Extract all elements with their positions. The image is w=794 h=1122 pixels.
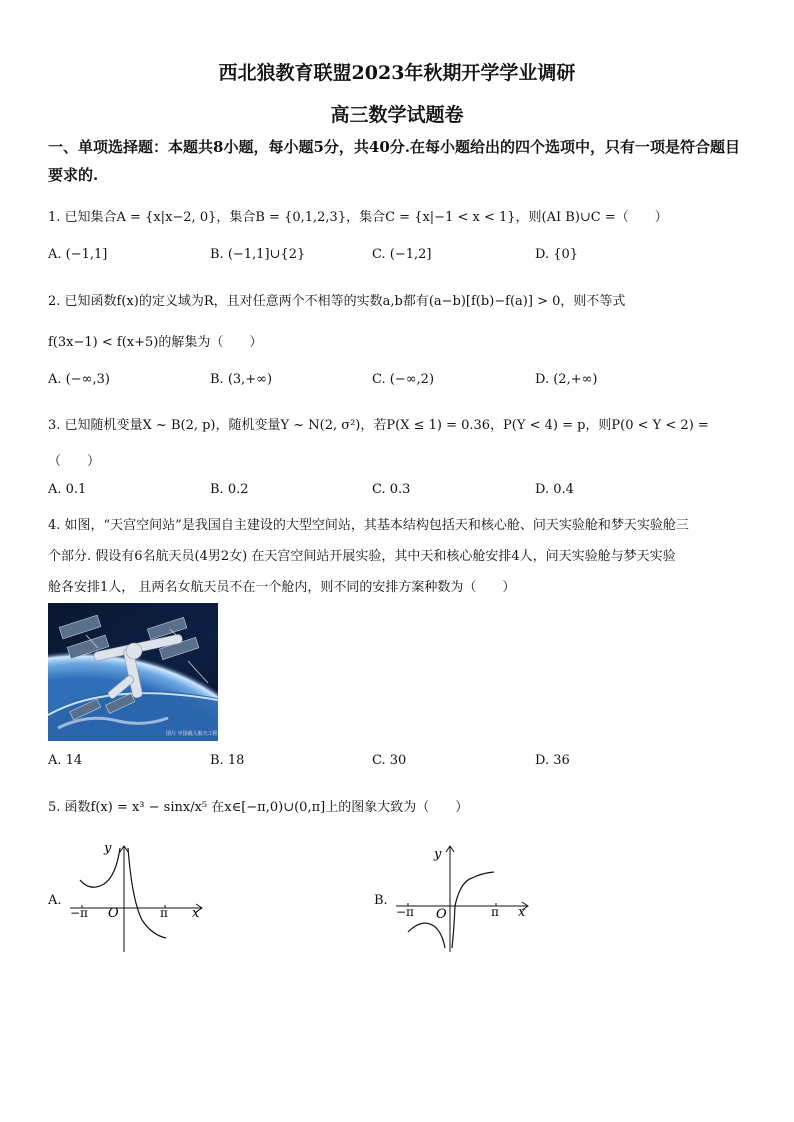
graph-a-y-label: y — [104, 841, 112, 856]
q4-stem-line2: 个部分. 假设有6名航天员(4男2女) 在天宫空间站开展实验，其中天和核心舱安排4人，问天实验舱与梦天实验 — [48, 549, 676, 564]
graph-a — [62, 840, 212, 955]
q4-option-d: D. 36 — [535, 753, 570, 768]
q2-option-c: C. (−∞,2) — [372, 372, 435, 387]
q4-option-b: B. 18 — [210, 753, 245, 768]
q1-option-b: B. (−1,1]∪{2} — [210, 247, 306, 262]
photo-caption: 图片 中国载人航天工程 — [166, 731, 218, 737]
graph-b-y-label: y — [434, 847, 442, 862]
q2-option-b: B. (3,+∞) — [210, 372, 273, 387]
q3-option-a: A. 0.1 — [48, 482, 87, 497]
q5-stem: 5. 函数f(x) = x³ − sinx/x⁵ 在x∈[−π,0)∪(0,π]上的图象大致为（ ） — [48, 800, 469, 815]
q4-options — [48, 753, 748, 773]
q1-options — [48, 247, 748, 267]
graph-b-pi: π — [491, 905, 499, 919]
graph-b — [388, 840, 538, 955]
q4-option-a: A. 14 — [48, 753, 83, 768]
exam-title: 西北狼教育联盟2023年秋期开学学业调研 — [218, 62, 576, 84]
q2-stem-line2: f(3x−1) < f(x+5)的解集为（ ） — [48, 335, 263, 350]
q3-option-b: B. 0.2 — [210, 482, 249, 497]
q3-stem-line1: 3. 已知随机变量X ~ B(2, p)，随机变量Y ~ N(2, σ²)，若P(X ≤ 1) = 0.36，P(Y < 4) = p，则P(0 < Y < 2) = — [48, 418, 709, 433]
q1-option-c: C. (−1,2] — [372, 247, 432, 262]
graph-a-neg-pi: −π — [70, 906, 88, 920]
graph-a-x-label: x — [192, 906, 200, 921]
q3-option-d: D. 0.4 — [535, 482, 574, 497]
q2-options — [48, 372, 748, 392]
q3-options — [48, 482, 748, 502]
q2-option-d: D. (2,+∞) — [535, 372, 598, 387]
space-station-photo — [48, 603, 218, 741]
exam-subtitle: 高三数学试题卷 — [330, 104, 464, 126]
q1-option-d: D. {0} — [535, 247, 579, 262]
q4-stem-line1: 4. 如图，“天宫空间站”是我国自主建设的大型空间站，其基本结构包括天和核心舱、问天实验舱和梦天实验舱三 — [48, 518, 689, 533]
q3-option-c: C. 0.3 — [372, 482, 411, 497]
q2-stem-line1: 2. 已知函数f(x)的定义域为R，且对任意两个不相等的实数a,b都有(a−b)[f(b)−f(a)] > 0，则不等式 — [48, 294, 626, 309]
q1-stem: 1. 已知集合A = {x|x−2, 0}，集合B = {0,1,2,3}，集合C = {x|−1 < x < 1}，则(AI B)∪C =（ ） — [48, 210, 668, 225]
graph-b-x-label: x — [518, 905, 526, 920]
graph-b-origin: O — [436, 907, 447, 922]
graph-b-neg-pi: −π — [396, 905, 414, 919]
graph-b-label: B. — [374, 893, 388, 908]
graph-a-pi: π — [160, 906, 168, 920]
section-heading: 一、单项选择题：本题共8小题，每小题5分，共40分.在每小题给出的四个选项中，只有一项是符合题目要求的. — [48, 138, 740, 184]
q3-stem-line2: （ ） — [48, 454, 101, 469]
q2-option-a: A. (−∞,3) — [48, 372, 110, 387]
q4-option-c: C. 30 — [372, 753, 407, 768]
q4-stem-line3: 舱各安排1人， 且两名女航天员不在一个舱内，则不同的安排方案种数为（ ） — [48, 580, 516, 595]
q1-option-a: A. (−1,1] — [48, 247, 108, 262]
graph-a-origin: O — [108, 906, 119, 921]
graph-a-label: A. — [48, 893, 62, 908]
